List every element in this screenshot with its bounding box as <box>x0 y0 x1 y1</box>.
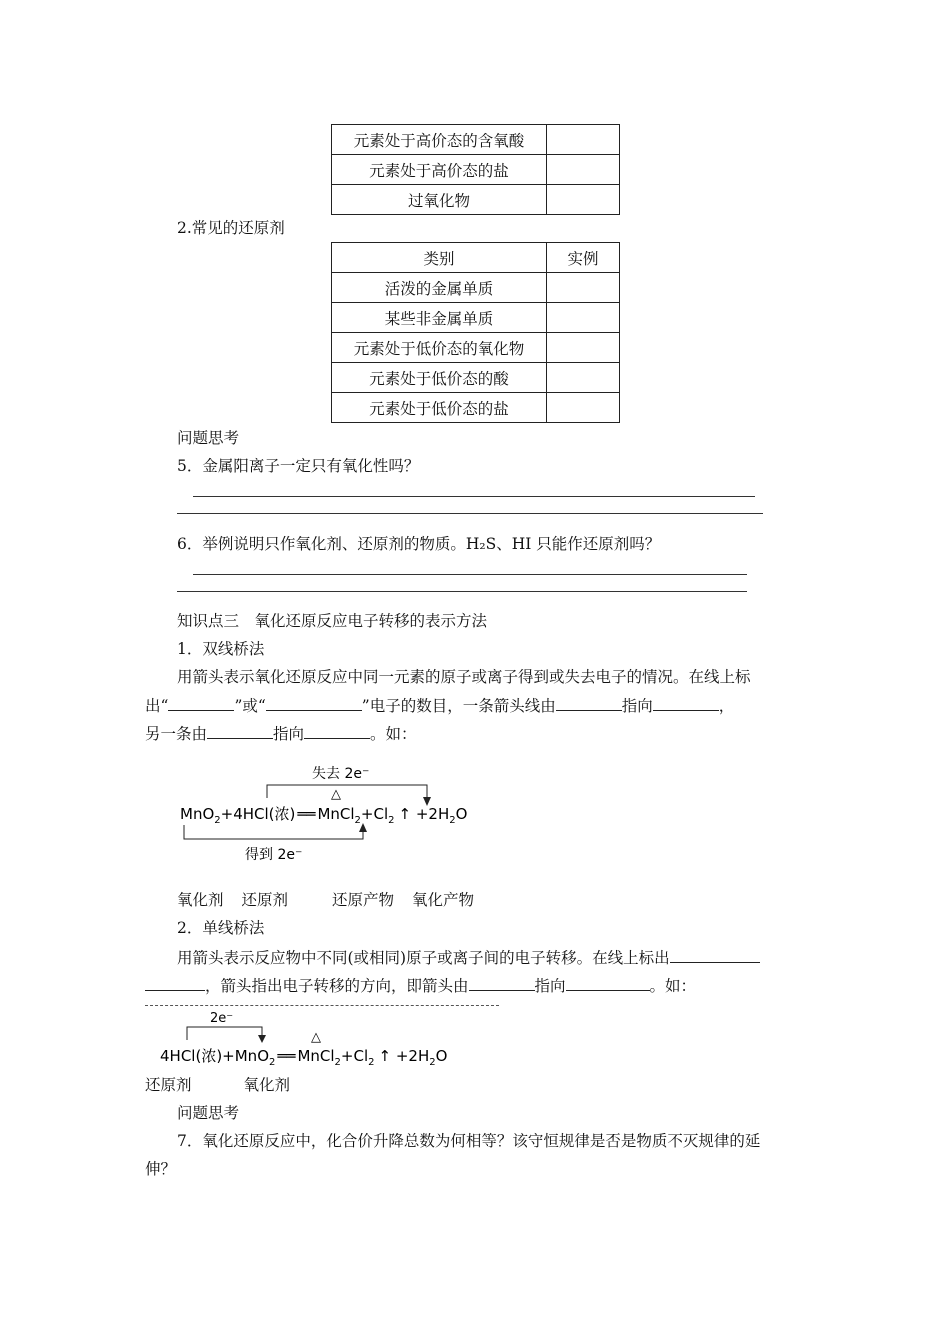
paragraph-line: 用箭头表示氧化还原反应中同一元素的原子或离子得到或失去电子的情况。在线上标 <box>177 668 751 686</box>
electron-transfer-label: 2e⁻ <box>210 1011 234 1026</box>
table-cell-blank <box>547 393 620 423</box>
role-labels <box>145 1073 290 1095</box>
question-heading: 问题思考 <box>177 1104 240 1122</box>
text-run: 出“ <box>145 697 169 715</box>
table-cell-blank <box>547 185 620 215</box>
single-bridge-equation <box>150 1006 510 1066</box>
text-run: 指向 <box>534 977 566 995</box>
fill-blank[interactable] <box>653 692 719 711</box>
delta-icon: △ <box>331 787 341 802</box>
section-title: 2.常见的还原剂 <box>177 219 285 237</box>
knowledge-point-heading: 知识点三 氧化还原反应电子转移的表示方法 <box>177 612 488 630</box>
role-label: 还原产物 <box>332 891 395 909</box>
table-row <box>332 303 620 333</box>
bridge-line <box>187 1027 262 1040</box>
reductant-table <box>331 242 620 423</box>
bridge-line-bottom <box>184 825 363 839</box>
fill-blank[interactable] <box>566 972 650 991</box>
table-header-cell: 实例 <box>547 243 620 273</box>
answer-line[interactable] <box>193 574 747 575</box>
table-row <box>332 155 620 185</box>
table-cell: 元素处于低价态的酸 <box>332 363 547 393</box>
answer-line[interactable] <box>193 496 755 497</box>
role-label: 氧化剂 <box>177 891 224 909</box>
question-7: 7．氧化还原反应中，化合价升降总数为何相等？该守恒规律是否是物质不灭规律的延 <box>177 1132 761 1150</box>
table-cell-blank <box>547 155 620 185</box>
bridge-line-top <box>267 785 427 801</box>
question-5: 5．金属阳离子一定只有氧化性吗？ <box>177 457 420 475</box>
fill-blank[interactable] <box>266 692 362 711</box>
fill-blank[interactable] <box>670 944 760 963</box>
oxidant-table <box>331 124 620 215</box>
method-title: 1．双线桥法 <box>177 640 265 658</box>
table-row <box>332 273 620 303</box>
delta-icon: △ <box>311 1030 321 1045</box>
table-cell: 活泼的金属单质 <box>332 273 547 303</box>
table-cell-blank <box>547 333 620 363</box>
table-row <box>332 333 620 363</box>
double-bridge-equation <box>170 758 550 868</box>
table-cell: 元素处于高价态的盐 <box>332 155 547 185</box>
fill-blank[interactable] <box>304 720 370 739</box>
equation-text: MnO$_2$+4HCl(浓) ══ $MnCl_2+Cl_2$ ↑ $+2H_2O$ <box>180 805 468 826</box>
text-run: 用箭头表示反应物中不同(或相同)原子或离子间的电子转移。在线上标出 <box>177 949 670 967</box>
table-cell-blank <box>547 125 620 155</box>
table-cell-blank <box>547 303 620 333</box>
fill-blank[interactable] <box>556 692 622 711</box>
answer-line[interactable] <box>177 591 747 592</box>
table-row <box>332 125 620 155</box>
table-cell: 元素处于高价态的含氧酸 <box>332 125 547 155</box>
method-title: 2．单线桥法 <box>177 919 265 937</box>
answer-line[interactable] <box>177 513 763 514</box>
fill-blank[interactable] <box>469 972 535 991</box>
text-run: ”电子的数目，一条箭头线由 <box>361 697 556 715</box>
table-row <box>332 185 620 215</box>
text-run: 。如： <box>649 977 697 995</box>
question-6: 6．举例说明只作氧化剂、还原剂的物质。H₂S、HI 只能作还原剂吗？ <box>177 535 661 553</box>
fill-blank[interactable] <box>168 692 234 711</box>
table-cell: 某些非金属单质 <box>332 303 547 333</box>
table-cell-blank <box>547 273 620 303</box>
paragraph-line <box>177 944 760 968</box>
text-run: ”或“ <box>234 697 266 715</box>
arrow-head <box>258 1035 266 1043</box>
text-run: 另一条由 <box>145 725 208 743</box>
paragraph-line <box>145 692 734 716</box>
fill-blank[interactable] <box>145 972 205 991</box>
text-run: 。如： <box>370 725 417 743</box>
table-header-row <box>332 243 620 273</box>
role-labels <box>177 888 474 910</box>
gain-electrons-label: 得到 2e⁻ <box>245 847 303 863</box>
question-heading: 问题思考 <box>177 429 240 447</box>
text-run: 指向 <box>273 725 305 743</box>
role-label: 还原剂 <box>145 1076 192 1094</box>
lose-electrons-label: 失去 2e⁻ <box>312 766 370 782</box>
paragraph-line <box>145 972 696 996</box>
table-cell-blank <box>547 363 620 393</box>
table-cell: 元素处于低价态的氧化物 <box>332 333 547 363</box>
role-label: 氧化剂 <box>243 1076 291 1094</box>
fill-blank[interactable] <box>207 720 273 739</box>
paragraph-line <box>145 720 417 744</box>
text-run: 指向 <box>621 697 653 715</box>
equation-text: 4HCl(浓)+MnO$_2$ ══ $MnCl_2+Cl_2$ ↑ $+2H_2O$ <box>160 1047 448 1066</box>
table-row <box>332 393 620 423</box>
role-label: 还原剂 <box>241 891 289 909</box>
table-header-cell: 类别 <box>332 243 547 273</box>
role-label: 氧化产物 <box>412 891 475 909</box>
text-run: ，箭头指出电子转移的方向，即箭头由 <box>205 977 469 995</box>
table-row <box>332 363 620 393</box>
table-cell: 元素处于低价态的盐 <box>332 393 547 423</box>
question-7-continued: 伸？ <box>145 1160 177 1178</box>
table-cell: 过氧化物 <box>332 185 547 215</box>
text-run: ， <box>718 697 735 715</box>
